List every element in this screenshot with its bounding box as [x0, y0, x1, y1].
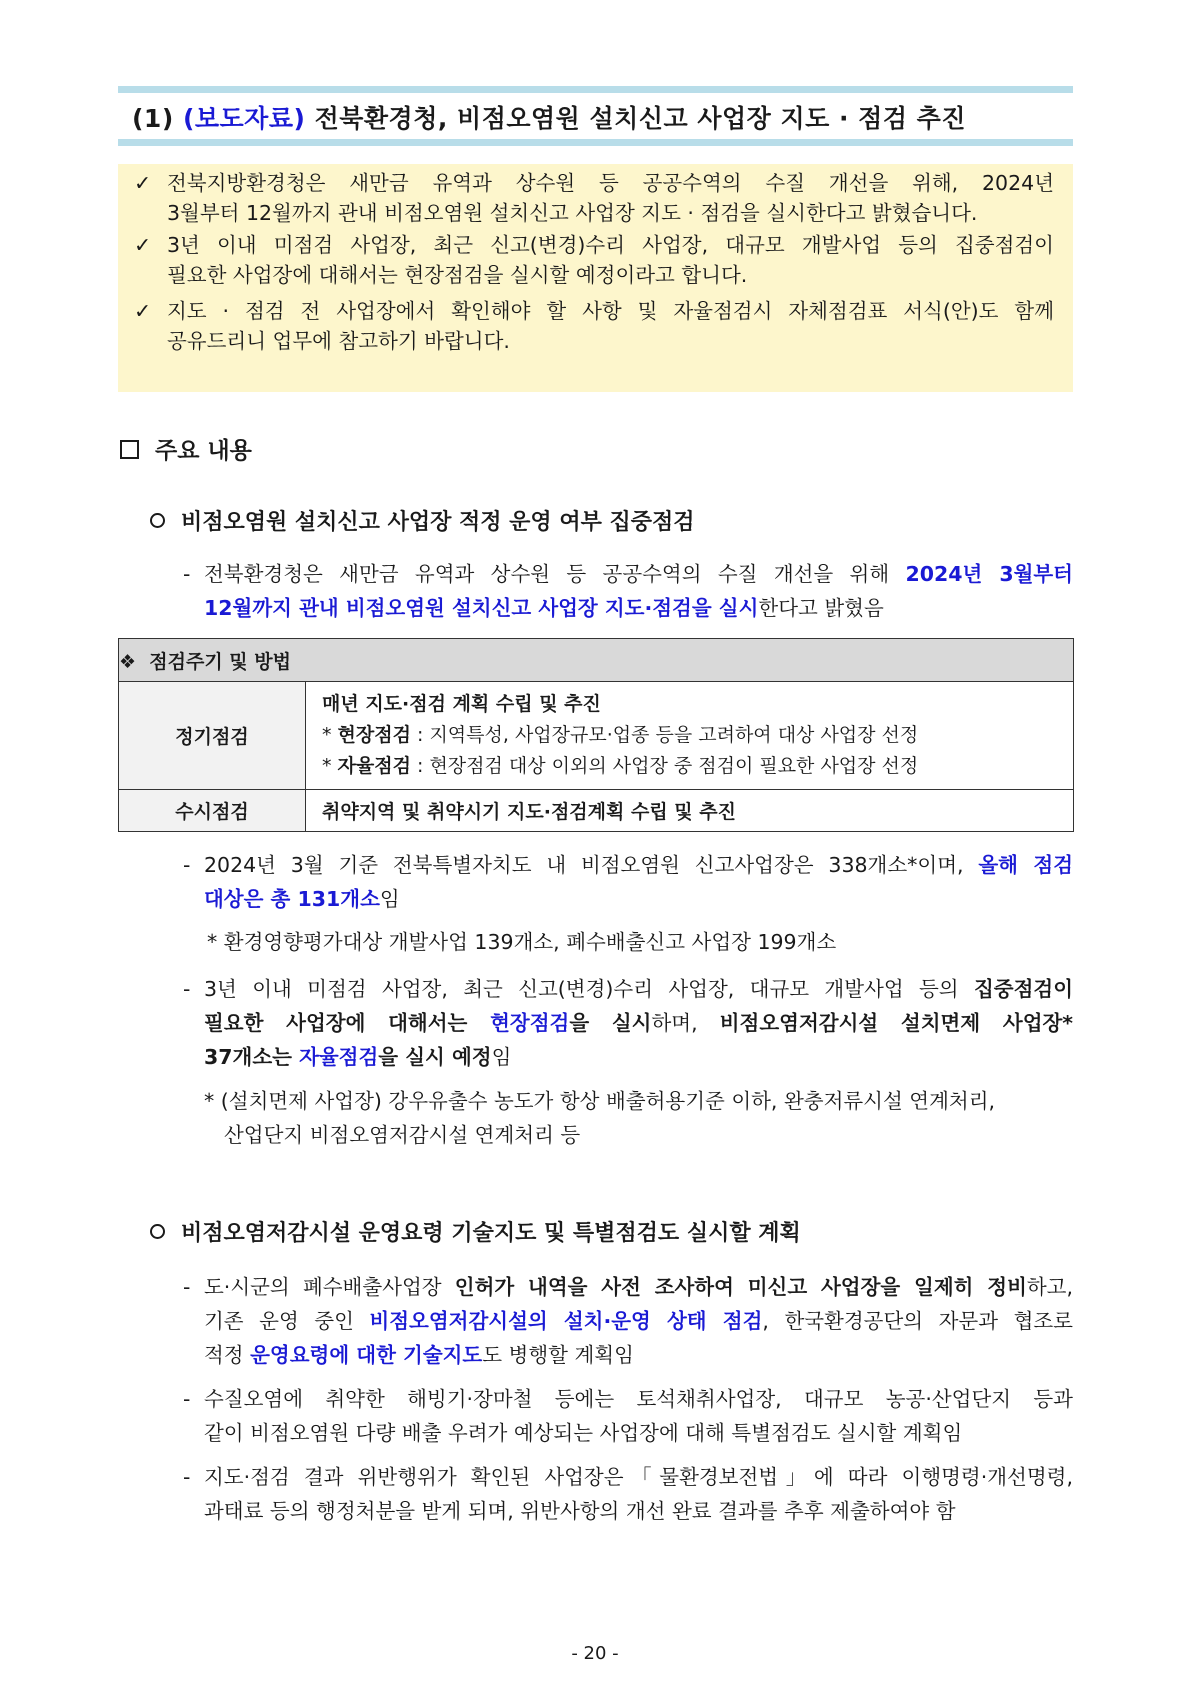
title-band — [118, 86, 1073, 146]
paragraph-technical-guidance: - 도·시군의 폐수배출사업장 인허가 내역을 사전 조사하여 미신고 사업장을 일제히 정비하고, 기존 운영 중인 비점오염저감시설의 설치·운영 상태 점검, 한국환경공단의 자문과 협조로 적정 운영요령에 대한 기술지도도 병행할 계획임 — [183, 1270, 1073, 1372]
page-number: - 20 - — [571, 1643, 619, 1664]
section-heading: 주요 내용 — [120, 432, 252, 465]
table-header: ❖ 점검주기 및 방법 — [119, 639, 1074, 682]
title-label: (보도자료) — [182, 104, 306, 133]
footnote-exemption-2: 산업단지 비점오염저감시설 연계처리 등 — [224, 1123, 581, 1147]
dash-bullet: - — [183, 977, 191, 1001]
square-bullet-icon — [120, 440, 139, 459]
title-main: 전북환경청, 비점오염원 설치신고 사업장 지도 · 점검 추진 — [305, 104, 966, 133]
summary-item: ✓ 전북지방환경청은 새만금 유역과 상수원 등 공공수역의 수질 개선을 위해, 2024년 3월부터 12월까지 관내 비점오염원 설치신고 사업장 지도 · 점검을 실시한다고 밝혔습니다. — [134, 168, 1054, 228]
title-bottom-rule — [118, 139, 1073, 146]
row-content-ad-hoc: 취약지역 및 취약시기 지도·점검계획 수립 및 추진 — [306, 790, 1074, 832]
row-label-regular: 정기점검 — [119, 682, 306, 790]
table-row — [119, 790, 1074, 832]
dash-bullet: - — [183, 1465, 191, 1489]
paragraph-special-inspection: - 수질오염에 취약한 해빙기·장마철 등에는 토석채취사업장, 대규모 농공·산업단지 등과 같이 비점오염원 다량 배출 우려가 예상되는 사업장에 대해 특별점검도 실시할 계획임 — [183, 1382, 1073, 1450]
paragraph-target-count: - 2024년 3월 기준 전북특별자치도 내 비점오염원 신고사업장은 338개소*이며, 올해 점검 대상은 총 131개소임 — [183, 848, 1073, 916]
title-top-rule — [118, 86, 1073, 93]
dash-bullet: - — [183, 1387, 191, 1411]
footnote-exemption-1: * (설치면제 사업장) 강우유출수 농도가 항상 배출허용기준 이하, 완충저류시설 연계처리, — [204, 1089, 996, 1113]
page-title — [132, 99, 966, 135]
footnote-count: * 환경영향평가대상 개발사업 139개소, 폐수배출신고 사업장 199개소 — [207, 930, 837, 954]
dash-bullet: - — [183, 1275, 191, 1299]
title-number: (1) — [132, 104, 183, 133]
summary-item: ✓ 지도 · 점검 전 사업장에서 확인해야 할 사항 및 자율점검시 자체점검표 서식(안)도 함께 공유드리니 업무에 참고하기 바랍니다. — [134, 296, 1054, 356]
circle-bullet-icon — [150, 513, 165, 528]
table-row — [119, 682, 1074, 790]
dash-bullet: - — [183, 562, 191, 586]
paragraph-focused-inspection: - 3년 이내 미점검 사업장, 최근 신고(변경)수리 사업장, 대규모 개발사업 등의 집중점검이 필요한 사업장에 대해서는 현장점검을 실시하며, 비점오염저감시설 설치면제 사업장* 37개소는 자율점검을 실시 예정임 — [183, 972, 1073, 1074]
dash-bullet: - — [183, 853, 191, 877]
inspection-method-table — [118, 638, 1074, 832]
check-icon: ✓ — [134, 171, 152, 195]
row-label-ad-hoc: 수시점검 — [119, 790, 306, 832]
row-content-regular: 매년 지도·점검 계획 수립 및 추진 * 현장점검 : 지역특성, 사업장규모·업종 등을 고려하여 대상 사업장 선정 * 자율점검 : 현장점검 대상 이외의 사업장 중 점검이 필요한 사업장 선정 — [306, 682, 1074, 790]
paragraph-administrative-action: - 지도·점검 결과 위반행위가 확인된 사업장은「물환경보전법」에 따라 이행명령·개선명령, 과태료 등의 행정처분을 받게 되며, 위반사항의 개선 완료 결과를 추후 제출하여야 함 — [183, 1460, 1073, 1528]
summary-box — [118, 164, 1073, 392]
paragraph-inspection-period: - 전북환경청은 새만금 유역과 상수원 등 공공수역의 수질 개선을 위해 2024년 3월부터 12월까지 관내 비점오염원 설치신고 사업장 지도·점검을 실시한다고 밝혔음 — [183, 557, 1073, 625]
summary-item: ✓ 3년 이내 미점검 사업장, 최근 신고(변경)수리 사업장, 대규모 개발사업 등의 집중점검이 필요한 사업장에 대해서는 현장점검을 실시할 예정이라고 합니다. — [134, 230, 1054, 290]
check-icon: ✓ — [134, 233, 152, 257]
subsection-heading-1: 비점오염원 설치신고 사업장 적정 운영 여부 집중점검 — [150, 505, 695, 536]
check-icon: ✓ — [134, 299, 152, 323]
subsection-heading-2: 비점오염저감시설 운영요령 기술지도 및 특별점검도 실시할 계획 — [150, 1216, 801, 1247]
circle-bullet-icon — [150, 1224, 165, 1239]
